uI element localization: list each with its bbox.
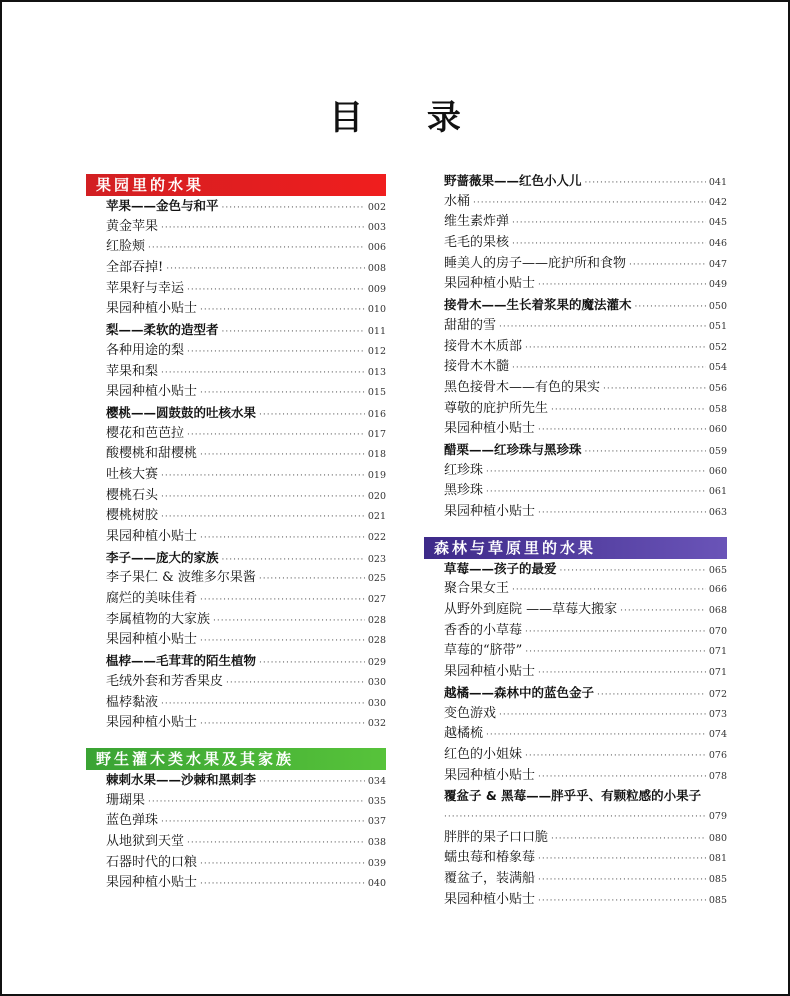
toc-entry[interactable]	[106, 811, 386, 832]
section-gap	[444, 523, 727, 537]
dot-leader	[551, 400, 706, 421]
toc-entry-continuation[interactable]	[444, 807, 727, 828]
dot-leader	[444, 807, 706, 828]
dot-leader	[161, 812, 365, 833]
toc-entry[interactable]	[444, 502, 727, 523]
page-number: 016	[367, 408, 386, 420]
entry-title: 酸樱桃和甜樱桃	[106, 446, 198, 462]
entry-title: 梨——柔软的造型者	[106, 322, 219, 338]
entry-title: 毛毛的果核	[444, 235, 510, 251]
page-number: 063	[708, 507, 727, 518]
toc-entry[interactable]	[444, 419, 727, 440]
page-number: 040	[367, 878, 386, 890]
dot-leader	[161, 466, 365, 487]
section-entries	[424, 171, 727, 537]
dot-leader	[187, 425, 365, 446]
entry-title: 李子果仁 & 波维多尔果酱	[106, 570, 256, 586]
dot-leader	[222, 550, 365, 571]
dot-leader	[161, 694, 365, 715]
dot-leader	[538, 870, 706, 891]
dot-leader	[560, 561, 706, 582]
toc-entry[interactable]	[444, 600, 727, 621]
entry-title: 蠕虫莓和椿象莓	[444, 850, 536, 866]
entry-title: 接骨木——生长着浆果的魔法灌木	[444, 297, 632, 313]
toc-entry[interactable]	[444, 192, 727, 213]
entry-title: 樱花和芭芭拉	[106, 425, 185, 441]
entry-title: 果园种植小贴士	[444, 504, 536, 519]
page-number: 085	[708, 894, 727, 906]
toc-entry[interactable]	[106, 217, 386, 238]
page-number: 029	[367, 657, 386, 669]
dot-leader	[148, 792, 365, 813]
entry-title: 吐核大赛	[106, 466, 159, 482]
page-number: 011	[367, 326, 386, 338]
toc-entry[interactable]	[106, 465, 386, 486]
page-number: 056	[708, 382, 727, 394]
toc-entry[interactable]	[444, 704, 727, 725]
toc-entry[interactable]	[106, 651, 386, 672]
toc-entry[interactable]	[106, 341, 386, 362]
toc-entry[interactable]	[444, 641, 727, 662]
dot-leader	[161, 507, 365, 528]
page-number: 039	[367, 857, 386, 869]
dot-leader	[499, 705, 706, 726]
toc-entry[interactable]	[444, 786, 727, 807]
page-number: 070	[708, 625, 727, 637]
dot-leader	[538, 503, 706, 524]
toc-entry[interactable]	[106, 791, 386, 812]
entry-title: 草莓的“脐带”	[444, 643, 523, 659]
dot-leader	[499, 317, 706, 338]
page-number: 018	[367, 449, 386, 461]
dot-leader	[486, 725, 706, 746]
entry-title: 从野外到庭院 ——草莓大搬家	[444, 602, 618, 618]
dot-leader	[259, 569, 365, 590]
page-number: 038	[367, 836, 386, 848]
page-number: 071	[708, 667, 727, 679]
page-number: 025	[367, 573, 386, 585]
page-number: 003	[367, 221, 386, 233]
toc-entry[interactable]	[444, 481, 727, 502]
toc-entry[interactable]	[106, 424, 386, 445]
dot-leader	[525, 746, 706, 767]
toc-entry[interactable]	[444, 378, 727, 399]
dot-leader	[187, 342, 365, 363]
toc-entry[interactable]	[444, 233, 727, 254]
toc-entry[interactable]	[106, 610, 386, 631]
entry-title: 全部吞掉!	[106, 260, 164, 276]
entry-title: 醋栗——红珍珠与黑珍珠	[444, 441, 582, 457]
toc-entry[interactable]	[444, 212, 727, 233]
dot-leader	[538, 849, 706, 870]
page-number: 054	[708, 362, 727, 374]
dot-leader	[166, 259, 365, 280]
dot-leader	[512, 213, 706, 234]
entry-title: 黄金苹果	[106, 218, 159, 234]
toc-entry[interactable]	[106, 320, 386, 341]
toc-entry[interactable]	[106, 589, 386, 610]
dot-leader	[200, 300, 365, 321]
toc-entry[interactable]	[444, 295, 727, 316]
page-number: 060	[708, 465, 727, 477]
entry-title: 野蔷薇果——红色小人儿	[444, 173, 582, 188]
page-number: 049	[708, 279, 727, 291]
dot-leader	[635, 297, 706, 318]
entry-title: 越橘梳	[444, 726, 484, 742]
toc-entry[interactable]	[106, 403, 386, 424]
entry-title: 接骨木木质部	[444, 338, 523, 354]
toc-right-column	[424, 171, 727, 910]
page-number: 019	[367, 469, 386, 481]
page-number: 028	[367, 635, 386, 647]
toc-entry[interactable]	[444, 662, 727, 683]
entry-title: 果园种植小贴士	[106, 715, 198, 731]
page-number: 045	[708, 217, 727, 229]
page-number: 034	[367, 775, 386, 787]
page-number: 071	[708, 646, 727, 658]
page-number: 051	[708, 320, 727, 332]
entry-title: 红色的小姐妹	[444, 746, 523, 762]
entry-title: 果园种植小贴士	[444, 664, 536, 680]
entry-title: 变色游戏	[444, 705, 497, 721]
dot-leader	[538, 275, 706, 296]
entry-title: 香香的小草莓	[444, 622, 523, 638]
dot-leader	[538, 420, 706, 441]
dot-leader	[222, 198, 365, 219]
entry-title: 红珍珠	[444, 462, 484, 478]
toc-entry[interactable]	[106, 713, 386, 734]
toc-entry[interactable]	[106, 299, 386, 320]
dot-leader	[200, 590, 365, 611]
page-number: 030	[367, 676, 386, 688]
page-number: 021	[367, 511, 386, 523]
page-number: 020	[367, 490, 386, 502]
section-header: 森林与草原里的水果	[424, 537, 727, 559]
page-number: 065	[708, 564, 727, 576]
dot-leader	[187, 833, 365, 854]
dot-leader	[512, 580, 706, 601]
entry-title: 樱桃——圆鼓鼓的吐核水果	[106, 404, 257, 420]
dot-leader	[525, 642, 706, 663]
page-number: 027	[367, 594, 386, 606]
toc-entry[interactable]	[106, 630, 386, 651]
dot-leader	[259, 405, 365, 426]
dot-leader	[538, 663, 706, 684]
toc-entry[interactable]	[444, 316, 727, 337]
toc-entry[interactable]	[106, 382, 386, 403]
dot-leader	[473, 193, 706, 214]
dot-leader	[512, 234, 706, 255]
toc-entry[interactable]	[106, 506, 386, 527]
entry-title: 胖胖的果子口口脆	[444, 829, 549, 845]
entry-title: 樱桃树胶	[106, 508, 159, 524]
toc-entry[interactable]	[444, 171, 727, 192]
toc-entry[interactable]	[106, 672, 386, 693]
section-header: 野生灌木类水果及其家族	[86, 748, 386, 770]
toc-entry[interactable]	[106, 548, 386, 569]
section-entries	[86, 196, 386, 748]
entry-title: 果园种植小贴士	[444, 891, 536, 907]
page-number: 066	[708, 584, 727, 596]
page-number: 032	[367, 718, 386, 730]
entry-title: 李子——庞大的家族	[106, 549, 219, 565]
toc-entry[interactable]	[444, 254, 727, 275]
toc-entry[interactable]	[444, 357, 727, 378]
dot-leader	[200, 383, 365, 404]
section-entries	[424, 559, 727, 911]
dot-leader	[200, 854, 365, 875]
dot-leader	[629, 255, 706, 276]
dot-leader	[620, 601, 706, 622]
page-number: 017	[367, 428, 386, 440]
page-number: 052	[708, 341, 727, 353]
entry-title: 睡美人的房子——庇护所和食物	[444, 255, 627, 271]
toc-entry[interactable]	[444, 274, 727, 295]
page-number: 072	[708, 688, 727, 700]
toc-entry[interactable]	[444, 766, 727, 787]
dot-leader	[486, 462, 706, 483]
entry-title: 黑珍珠	[444, 483, 484, 499]
page-number: 047	[708, 258, 727, 270]
entry-title: 榅桲——毛茸茸的陌生植物	[106, 653, 257, 669]
entry-title: 覆盆子，装满船	[444, 871, 536, 886]
entry-title: 越橘——森林中的蓝色金子	[444, 684, 595, 700]
entry-title: 从地狱到天堂	[106, 833, 185, 849]
dot-leader	[222, 322, 365, 343]
toc-entry[interactable]	[444, 724, 727, 745]
toc-entry[interactable]	[444, 683, 727, 704]
toc-entry[interactable]	[444, 745, 727, 766]
entry-title: 维生素炸弹	[444, 214, 510, 230]
page-number: 013	[367, 366, 386, 378]
dot-leader	[259, 653, 365, 674]
toc-entry[interactable]	[444, 337, 727, 358]
entry-title: 草莓——孩子的最爱	[444, 560, 557, 576]
entry-title: 珊瑚果	[106, 792, 146, 808]
page-number: 037	[367, 816, 386, 828]
dot-leader	[213, 611, 365, 632]
page-number: 061	[708, 486, 727, 498]
toc-entry[interactable]	[444, 559, 727, 580]
entry-title: 苹果——金色与和平	[106, 198, 219, 213]
page-number: 080	[708, 832, 727, 844]
dot-leader	[486, 482, 706, 503]
page-number: 074	[708, 729, 727, 741]
entry-title: 苹果和梨	[106, 363, 159, 379]
entry-title: 果园种植小贴士	[444, 276, 536, 292]
entry-title: 果园种植小贴士	[444, 421, 536, 437]
entry-title: 聚合果女王	[444, 581, 510, 597]
entry-title: 果园种植小贴士	[444, 767, 536, 783]
page-number: 022	[367, 532, 386, 543]
page-number: 009	[367, 283, 386, 295]
page-number: 060	[708, 424, 727, 436]
toc-entry[interactable]	[106, 279, 386, 300]
toc-left-column	[86, 174, 386, 894]
page-number: 081	[708, 853, 727, 865]
dot-leader	[603, 379, 706, 400]
dot-leader	[148, 238, 365, 259]
dot-leader	[538, 891, 706, 912]
dot-leader	[161, 218, 365, 239]
entry-title: 红脸颊	[106, 239, 146, 255]
toc-entry[interactable]	[106, 853, 386, 874]
entry-title: 果园种植小贴士	[106, 384, 198, 400]
toc-entry[interactable]	[444, 440, 727, 461]
dot-leader	[525, 622, 706, 643]
toc-entry[interactable]	[106, 444, 386, 465]
page-number: 079	[708, 810, 727, 822]
entry-title: 蓝色弹珠	[106, 813, 159, 829]
dot-leader	[585, 173, 706, 194]
toc-entry[interactable]	[106, 568, 386, 589]
dot-leader	[187, 280, 365, 301]
page-number: 046	[708, 238, 727, 250]
toc-entry[interactable]	[106, 770, 386, 791]
toc-entry[interactable]	[444, 890, 727, 911]
toc-entry[interactable]	[106, 237, 386, 258]
page-number: 085	[708, 874, 727, 885]
section-gap	[106, 734, 386, 748]
toc-entry[interactable]	[106, 873, 386, 894]
dot-leader	[200, 528, 365, 549]
section-header: 果园里的水果	[86, 174, 386, 196]
toc-entry[interactable]	[444, 579, 727, 600]
dot-leader	[538, 767, 706, 788]
toc-entry[interactable]	[106, 527, 386, 548]
toc-entry[interactable]	[106, 693, 386, 714]
entry-title: 樱桃石头	[106, 487, 159, 503]
entry-title: 毛绒外套和芳香果皮	[106, 673, 224, 689]
entry-title: 棘刺水果——沙棘和黑刺李	[106, 771, 257, 787]
page-number: 068	[708, 605, 727, 617]
page-number: 023	[367, 553, 386, 565]
dot-leader	[585, 442, 706, 463]
dot-leader	[512, 358, 706, 379]
entry-title: 黑色接骨木——有色的果实	[444, 379, 601, 395]
entry-title: 果园种植小贴士	[106, 529, 198, 544]
toc-entry[interactable]	[106, 196, 386, 217]
page-number: 073	[708, 708, 727, 720]
entry-title: 李属植物的大家族	[106, 611, 211, 627]
entry-title: 果园种植小贴士	[106, 875, 198, 891]
toc-entry[interactable]	[444, 621, 727, 642]
entry-title: 果园种植小贴士	[106, 632, 198, 648]
page-number: 012	[367, 345, 386, 357]
toc-entry[interactable]	[444, 869, 727, 890]
entry-title: 覆盆子 & 黑莓——胖乎乎、有颗粒感的小果子	[444, 788, 702, 804]
page-number: 008	[367, 263, 386, 275]
toc-entry[interactable]	[106, 362, 386, 383]
page-number: 041	[708, 177, 727, 188]
page-number: 078	[708, 770, 727, 782]
page-title: 目 录	[329, 98, 487, 138]
toc-entry[interactable]	[444, 461, 727, 482]
dot-leader	[200, 874, 365, 895]
page-number: 002	[367, 202, 386, 213]
page-number: 015	[367, 387, 386, 399]
toc-entry[interactable]	[444, 399, 727, 420]
toc-entry[interactable]	[106, 832, 386, 853]
page-number: 059	[708, 445, 727, 457]
entry-title: 苹果籽与幸运	[106, 280, 185, 296]
dot-leader	[551, 829, 706, 850]
dot-leader	[161, 487, 365, 508]
page-number: 076	[708, 749, 727, 761]
dot-leader	[200, 631, 365, 652]
dot-leader	[200, 445, 365, 466]
page-number: 035	[367, 795, 386, 807]
entry-title: 果园种植小贴士	[106, 301, 198, 317]
toc-entry[interactable]	[106, 486, 386, 507]
section-entries	[86, 770, 386, 894]
entry-title: 榅桲黏液	[106, 694, 159, 710]
entry-title: 水桶	[444, 193, 471, 209]
page-number: 010	[367, 304, 386, 316]
entry-title: 各种用途的梨	[106, 342, 185, 358]
page-number: 030	[367, 697, 386, 709]
dot-leader	[597, 685, 706, 706]
dot-leader	[226, 673, 365, 694]
entry-title: 接骨木木髓	[444, 359, 510, 375]
entry-title: 石器时代的口粮	[106, 854, 198, 870]
dot-leader	[161, 363, 365, 384]
toc-entry[interactable]	[106, 258, 386, 279]
entry-title: 尊敬的庇护所先生	[444, 400, 549, 416]
page-number: 006	[367, 242, 386, 254]
toc-entry[interactable]	[444, 848, 727, 869]
page-number: 028	[367, 614, 386, 626]
dot-leader	[525, 338, 706, 359]
page-number: 050	[708, 301, 727, 313]
toc-entry[interactable]	[444, 828, 727, 849]
page-number: 042	[708, 196, 727, 208]
page-number: 058	[708, 403, 727, 415]
dot-leader	[259, 772, 365, 793]
entry-title: 甜甜的雪	[444, 317, 497, 333]
entry-title: 腐烂的美味佳肴	[106, 591, 198, 607]
dot-leader	[200, 714, 365, 735]
